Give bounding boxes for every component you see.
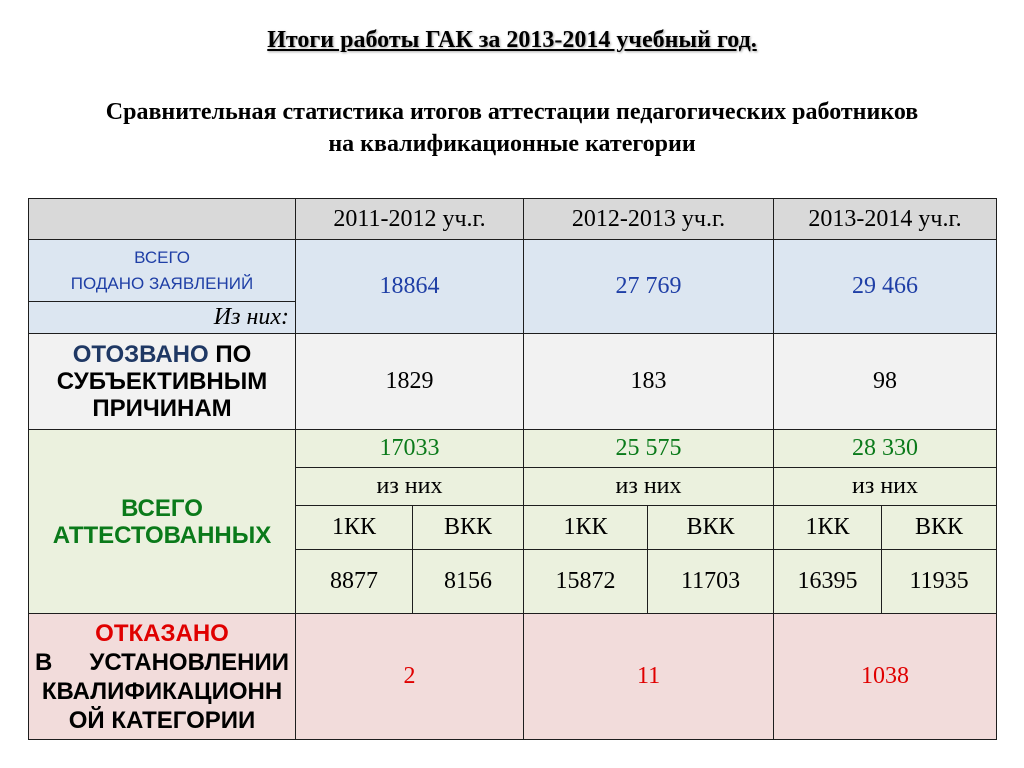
submitted-label: ВСЕГО ПОДАНО ЗАЯВЛЕНИЙ xyxy=(29,240,296,302)
page-subtitle xyxy=(0,96,1024,160)
submitted-row xyxy=(29,240,997,302)
submitted-value-2013: 29 466 xyxy=(774,240,997,334)
certified-of-them-2011: из них xyxy=(296,468,524,506)
value-1kk-2012: 15872 xyxy=(524,550,648,614)
header-year-2: 2012-2013 уч.г. xyxy=(524,199,774,240)
refused-value-2011: 2 xyxy=(296,614,524,740)
subtitle-line-2: на квалификационные категории xyxy=(328,131,696,157)
subtitle-line-1: Сравнительная статистика итогов аттестации педагогических работников xyxy=(105,99,919,125)
certified-total-2011: 17033 xyxy=(296,430,524,468)
value-1kk-2013: 16395 xyxy=(774,550,882,614)
statistics-table xyxy=(28,198,997,740)
page-title: Итоги работы ГАК за 2013-2014 учебный год. xyxy=(267,27,757,53)
certified-of-them-2012: из них xyxy=(524,468,774,506)
category-1kk-2013: 1КК xyxy=(774,506,882,550)
value-vkk-2013: 11935 xyxy=(882,550,997,614)
submitted-value-2011: 18864 xyxy=(296,240,524,334)
category-vkk-2013: ВКК xyxy=(882,506,997,550)
value-1kk-2011: 8877 xyxy=(296,550,413,614)
of-them-label: Из них: xyxy=(29,302,296,334)
header-year-1: 2011-2012 уч.г. xyxy=(296,199,524,240)
refused-label: ОТКАЗАНО В УСТАНОВЛЕНИИ КВАЛИФИКАЦИОНН ОЙ КАТЕГОРИИ xyxy=(29,614,296,740)
certified-label: ВСЕГО АТТЕСТОВАННЫХ xyxy=(29,430,296,614)
value-vkk-2011: 8156 xyxy=(413,550,524,614)
withdrawn-row xyxy=(29,334,997,430)
header-year-3: 2013-2014 уч.г. xyxy=(774,199,997,240)
certified-of-them-2013: из них xyxy=(774,468,997,506)
category-1kk-2012: 1КК xyxy=(524,506,648,550)
refused-value-2012: 11 xyxy=(524,614,774,740)
withdrawn-value-2013: 98 xyxy=(774,334,997,430)
withdrawn-value-2011: 1829 xyxy=(296,334,524,430)
withdrawn-highlight: ОТОЗВАНО xyxy=(72,341,209,368)
certified-total-2012: 25 575 xyxy=(524,430,774,468)
refused-value-2013: 1038 xyxy=(774,614,997,740)
category-vkk-2012: ВКК xyxy=(648,506,774,550)
submitted-value-2012: 27 769 xyxy=(524,240,774,334)
certified-total-2013: 28 330 xyxy=(774,430,997,468)
category-1kk-2011: 1КК xyxy=(296,506,413,550)
withdrawn-value-2012: 183 xyxy=(524,334,774,430)
value-vkk-2012: 11703 xyxy=(648,550,774,614)
header-corner-cell xyxy=(29,199,296,240)
refused-row xyxy=(29,614,997,740)
category-vkk-2011: ВКК xyxy=(413,506,524,550)
certified-totals-row xyxy=(29,430,997,468)
refused-highlight: ОТКАЗАНО xyxy=(95,619,229,647)
withdrawn-label: ОТОЗВАНО ПО СУБЪЕКТИВНЫМ ПРИЧИНАМ xyxy=(29,334,296,430)
header-row xyxy=(29,199,997,240)
